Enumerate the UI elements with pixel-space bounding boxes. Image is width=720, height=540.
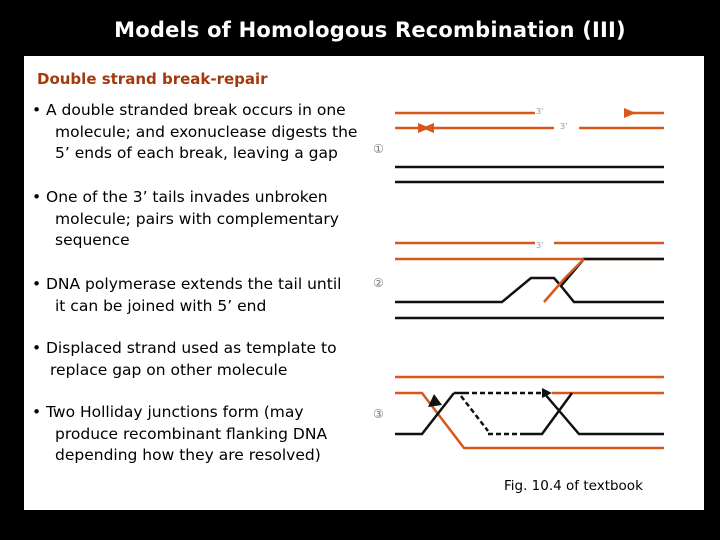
slide-title: Models of Homologous Recombination (III)	[114, 18, 626, 42]
three-prime-label: 3’	[536, 241, 544, 250]
step-1-label: ①	[373, 142, 384, 156]
bullet-line: A double stranded break occurs in one	[46, 101, 346, 119]
content-panel	[24, 56, 704, 510]
bullet-line: molecule; and exonuclease digests the	[55, 122, 358, 141]
black-strand	[395, 393, 454, 434]
bullet-line: it can be joined with 5’ end	[55, 296, 267, 315]
bullet-line: Two Holliday junctions form (may	[46, 403, 304, 421]
subtitle: Double strand break-repair	[37, 70, 268, 88]
displaced-loop-strand	[461, 396, 488, 431]
three-prime-label: 3’	[560, 122, 568, 131]
figure-caption: Fig. 10.4 of textbook	[504, 478, 643, 494]
bullet-line: produce recombinant flanking DNA	[55, 424, 328, 443]
black-strand	[544, 393, 664, 434]
step-2-label: ②	[373, 276, 384, 290]
bullet-line: depending how they are resolved)	[55, 446, 321, 464]
arrow-left-icon	[422, 123, 434, 133]
bullet-line: molecule; pairs with complementary	[55, 209, 339, 228]
bullet-marker: •	[32, 188, 42, 206]
invading-strand	[544, 259, 584, 302]
step-3-label: ③	[373, 407, 384, 421]
recombination-diagram	[24, 56, 704, 510]
bullet-marker: •	[32, 339, 42, 357]
bullet-line: DNA polymerase extends the tail until	[46, 275, 342, 293]
black-strand	[561, 286, 664, 302]
three-prime-label: 3’	[536, 107, 544, 116]
bullet-marker: •	[32, 275, 42, 293]
bullet-line: replace gap on other molecule	[50, 360, 288, 379]
bullet-line: Displaced strand used as template to	[46, 339, 337, 357]
arrow-right-icon	[624, 108, 636, 118]
arrow-up-icon	[428, 394, 442, 407]
bullet-marker: •	[32, 403, 42, 421]
bullet-line: 5’ ends of each break, leaving a gap	[55, 144, 338, 162]
bullet-marker: •	[32, 101, 42, 119]
black-strand	[395, 259, 664, 302]
bullet-line: sequence	[55, 231, 130, 249]
bullet-line: One of the 3’ tails invades unbroken	[46, 188, 328, 206]
